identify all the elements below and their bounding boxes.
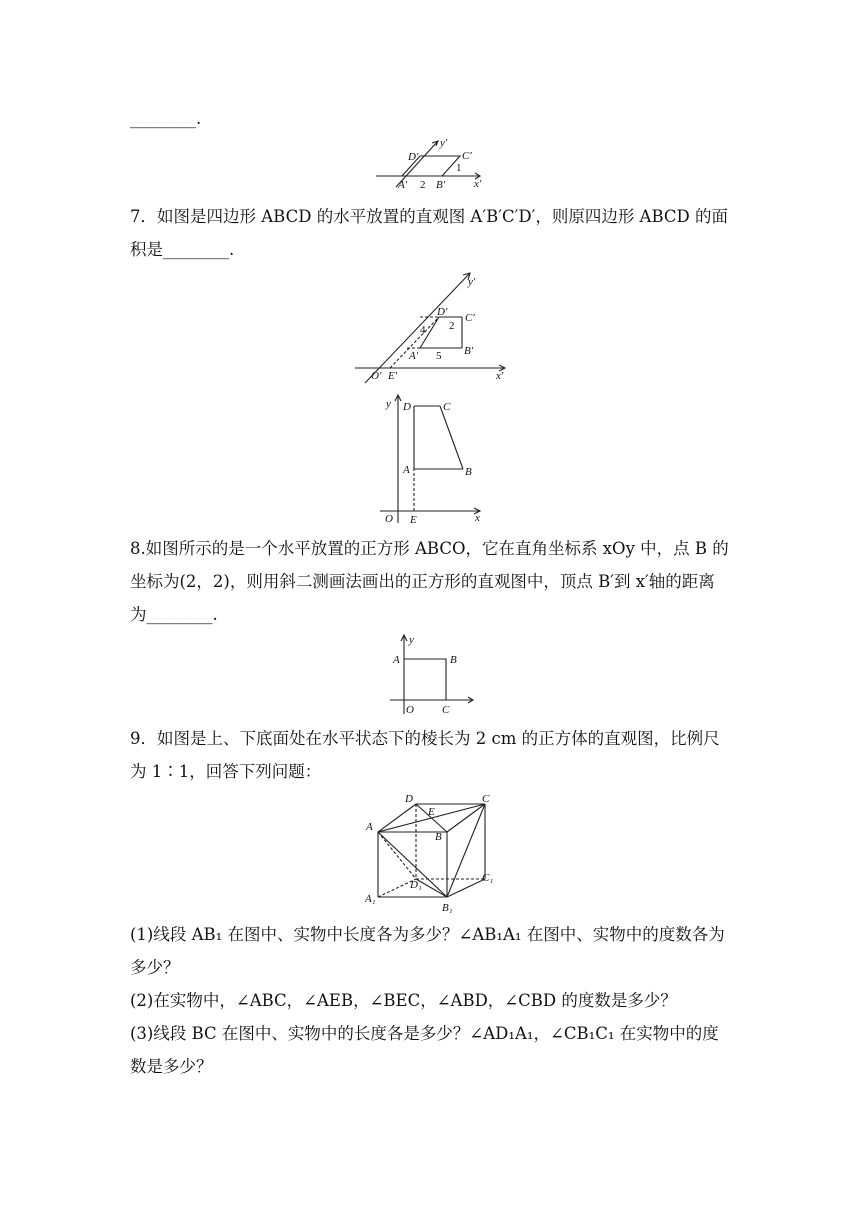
- q9-part1-line1: (1)线段 AB₁ 在图中、实物中长度各为多少？∠AB₁A₁ 在图中、实物中的度数各为: [130, 925, 725, 944]
- label-A: A: [403, 464, 410, 476]
- q9-line2: 为 1∶1，回答下列问题：: [130, 762, 322, 781]
- label-y: y′: [440, 137, 448, 149]
- label-C: C′: [462, 150, 472, 162]
- label-y: y: [386, 398, 391, 410]
- label-D: D′: [437, 306, 448, 318]
- label-B: B: [465, 466, 472, 478]
- q8-line1: 8.如图所示的是一个水平放置的正方形 ABCO，它在直角坐标系 xOy 中，点 B 的: [130, 539, 729, 558]
- q9-part3-line2: 数是多少？: [130, 1057, 213, 1076]
- label-2: 2: [449, 320, 455, 332]
- label-A: A: [366, 821, 373, 833]
- label-1: 1: [456, 162, 462, 174]
- q9-part3-line1: (3)线段 BC 在图中、实物中的长度各是多少？∠AD₁A₁，∠CB₁C₁ 在实物中的度: [130, 1024, 719, 1043]
- label-2: 2: [420, 179, 426, 190]
- label-A: A: [393, 654, 400, 666]
- figure-q6-parallelogram: [370, 135, 495, 190]
- label-x: x′: [474, 178, 482, 190]
- label-C1: C₁: [482, 872, 494, 884]
- label-D: D: [405, 793, 413, 805]
- label-B: B′: [436, 179, 446, 190]
- q7-line1: 7．如图是四边形 ABCD 的水平放置的直观图 A′B′C′D′，则原四边形 ABCD 的面: [130, 207, 729, 226]
- label-B: B: [450, 654, 457, 666]
- figure-q8-square: [388, 632, 478, 717]
- label-y: y: [409, 634, 414, 646]
- label-D: D′: [408, 151, 419, 163]
- q9-part2: (2)在实物中，∠ABC，∠AEB，∠BEC，∠ABD，∠CBD 的度数是多少？: [130, 991, 677, 1010]
- label-B1: B₁: [442, 902, 453, 914]
- label-4: 4: [420, 324, 426, 336]
- label-x: x′: [496, 370, 504, 382]
- label-5: 5: [436, 350, 442, 362]
- question-9: [130, 722, 735, 788]
- label-A: A′: [409, 350, 419, 362]
- figure-q9-cube: [360, 790, 505, 915]
- q8-line3: 为________.: [130, 605, 218, 624]
- label-B: B′: [464, 345, 474, 357]
- label-x: x: [475, 512, 480, 524]
- top-blank: ________.: [130, 109, 202, 128]
- label-E: E′: [388, 370, 398, 382]
- q9-part1-line2: 多少？: [130, 958, 180, 977]
- question-9-parts: [130, 918, 735, 1083]
- q9-line1: 9．如图是上、下底面处在水平状态下的棱长为 2 cm 的正方体的直观图，比例尺: [130, 729, 720, 748]
- label-D1: D₁: [410, 879, 422, 891]
- label-C: C: [443, 401, 451, 413]
- label-O: O: [385, 513, 393, 525]
- figure-q7-oblique: [350, 265, 515, 385]
- label-O: O′: [371, 370, 382, 382]
- label-A1: A₁: [365, 893, 376, 905]
- label-y: y′: [468, 276, 476, 288]
- label-E: E: [410, 514, 417, 526]
- question-7: [130, 200, 735, 266]
- q7-line2: 积是________.: [130, 240, 235, 259]
- label-C: C′: [465, 312, 475, 324]
- label-C: C: [482, 793, 490, 805]
- label-C: C: [442, 704, 450, 716]
- q8-line2: 坐标为(2，2)，则用斜二测画法画出的正方形的直观图中，顶点 B′到 x′轴的距离: [130, 572, 715, 591]
- label-O: O: [406, 704, 414, 716]
- label-A: A′: [398, 179, 408, 190]
- figure-q7-original: [378, 393, 488, 528]
- label-E: E: [428, 806, 435, 818]
- label-D: D: [403, 401, 411, 413]
- label-B: B: [435, 831, 442, 843]
- side-CB: [440, 406, 463, 469]
- question-8: [130, 532, 735, 631]
- square-sides: [404, 659, 446, 700]
